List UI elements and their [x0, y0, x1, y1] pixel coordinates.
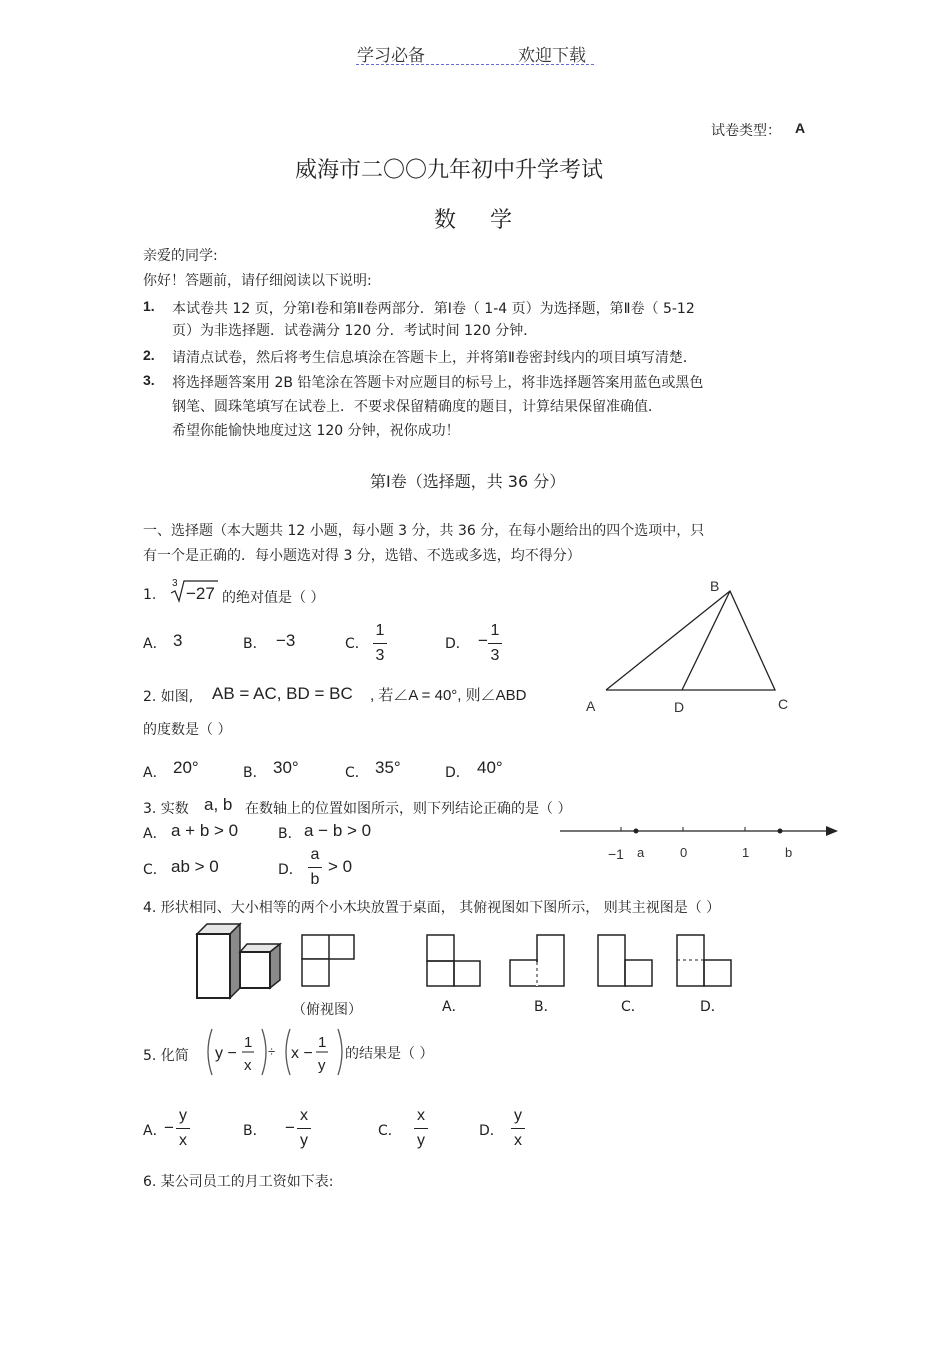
q1-option-a-label: A． — [143, 636, 167, 652]
q4-option-d-label: D． — [700, 999, 725, 1015]
subject-title: 数学 — [434, 208, 547, 233]
q2-option-a-label: A． — [143, 765, 167, 781]
svg-text:x: x — [244, 1057, 252, 1074]
q5-option-a-fraction — [176, 1106, 190, 1151]
q5-option-c-label: C． — [378, 1123, 402, 1139]
q2-option-a-value: 20° — [173, 758, 199, 777]
q5-option-b-sign: − — [285, 1118, 295, 1137]
q5-option-c-fraction — [414, 1106, 428, 1151]
q3-option-d-tail: > 0 — [328, 857, 353, 876]
segment-bd — [682, 591, 730, 690]
q2-option-c-value: 35° — [375, 758, 401, 777]
svg-text:1: 1 — [244, 1034, 253, 1051]
q5-option-b-fraction — [297, 1106, 311, 1151]
greeting: 亲爱的同学: — [143, 248, 218, 264]
q5-option-a-denominator: x — [179, 1132, 187, 1149]
label-d: D — [674, 699, 685, 715]
svg-text:y −: y − — [215, 1045, 237, 1062]
label-a-point: a — [637, 845, 645, 860]
q1-radical-index: 3 — [172, 578, 178, 589]
label-zero: 0 — [680, 845, 688, 860]
q5-expression — [202, 1025, 347, 1080]
q4-option-c-label: C． — [621, 999, 645, 1015]
triangle-figure — [580, 575, 795, 720]
q5-option-d-label: D． — [479, 1123, 504, 1139]
q5-number: 5. 化简 — [143, 1048, 189, 1064]
q5-option-c-denominator: y — [417, 1132, 425, 1149]
q1-option-c-numerator: 1 — [375, 622, 385, 639]
instruction-1-line-2: 页）为非选择题．试卷满分 120 分．考试时间 120 分钟． — [172, 323, 538, 339]
q3-option-d-denominator: b — [310, 871, 320, 888]
header-left: 学习必备 — [357, 46, 425, 66]
q1-option-c-denominator: 3 — [375, 647, 385, 664]
label-minus-one: −1 — [608, 846, 624, 862]
svg-text:1: 1 — [318, 1034, 327, 1051]
q3-option-b-label: B． — [278, 826, 302, 842]
q1-option-d-fraction — [488, 621, 502, 666]
q3-variables: a, b — [204, 795, 233, 814]
q5-option-b-denominator: y — [300, 1132, 308, 1149]
q3-option-c-label: C． — [143, 862, 167, 878]
q3-option-d-fraction — [308, 845, 322, 890]
q2-option-c-label: C． — [345, 765, 369, 781]
q5-option-b-label: B． — [243, 1123, 267, 1139]
svg-text:y: y — [318, 1057, 326, 1074]
header-right: 欢迎下载 — [518, 46, 586, 66]
q1-radicand: −27 — [186, 584, 215, 603]
q5-option-d-denominator: x — [514, 1132, 522, 1149]
label-b: B — [710, 578, 720, 594]
intro-line: 你好！答题前，请仔细阅读以下说明: — [143, 273, 372, 289]
paper-type-value: A — [795, 120, 806, 136]
q3-option-d-numerator: a — [310, 846, 320, 863]
q2-number: 2. 如图, — [143, 689, 194, 705]
label-one: 1 — [742, 845, 750, 860]
q1-option-c-fraction — [373, 621, 387, 666]
section-title: 第Ⅰ卷（选择题，共 36 分） — [370, 472, 566, 491]
instruction-3-number: 3. — [143, 372, 155, 388]
q1-option-d-label: D． — [445, 636, 470, 652]
q5-option-a-numerator: y — [179, 1107, 187, 1124]
q1-number: 1. — [143, 587, 157, 603]
q1-option-b-label: B． — [243, 636, 267, 652]
instruction-3-line-2: 钢笔、圆珠笔填写在试卷上．不要求保留精确度的题目，计算结果保留准确值． — [172, 399, 662, 415]
q3-option-a-value: a + b > 0 — [171, 821, 239, 840]
instruction-3-line-3: 希望你能愉快地度过这 120 分钟，祝你成功！ — [172, 423, 460, 439]
label-b-point: b — [785, 845, 793, 860]
svg-text:÷: ÷ — [268, 1044, 276, 1059]
q5-option-c-numerator: x — [417, 1107, 425, 1124]
q5-option-a-label: A． — [143, 1123, 167, 1139]
header-underline — [356, 64, 594, 65]
q5-option-d-fraction — [511, 1106, 525, 1151]
top-view-caption: （俯视图） — [292, 1002, 362, 1018]
point-a — [634, 829, 639, 834]
part-one-line-2: 有一个是正确的．每小题选对得 3 分，选错、不选或多选，均不得分） — [143, 548, 581, 564]
instruction-1-number: 1. — [143, 298, 155, 314]
q3-option-b-value: a − b > 0 — [304, 821, 372, 840]
q5-option-d-numerator: y — [514, 1107, 522, 1124]
instruction-3-line-1: 将选择题答案用 2B 铅笔涂在答题卡对应题目的标号上，将非选择题答案用蓝色或黑色 — [172, 375, 704, 391]
q2-option-d-value: 40° — [477, 758, 503, 777]
svg-text:x −: x − — [291, 1045, 313, 1062]
q4-option-a-label: A． — [442, 999, 466, 1015]
q5-text: 的结果是（ ） — [345, 1046, 434, 1062]
q1-option-d-sign: − — [478, 631, 488, 650]
instruction-2-line-1: 请清点试卷，然后将考生信息填涂在答题卡上，并将第Ⅱ卷密封线内的项目填写清楚． — [172, 350, 697, 366]
label-a: A — [586, 698, 596, 714]
point-b — [778, 829, 783, 834]
q1-option-d-numerator: 1 — [490, 622, 500, 639]
q3-number: 3. 实数 — [143, 801, 189, 817]
q2-option-b-label: B． — [243, 765, 267, 781]
q2-option-d-label: D． — [445, 765, 470, 781]
q1-option-b-value: −3 — [276, 631, 296, 650]
part-one-line-1: 一、选择题（本大题共 12 小题，每小题 3 分，共 36 分，在每小题给出的四个选项中，只 — [143, 523, 705, 539]
q3-option-a-label: A． — [143, 826, 167, 842]
q1-option-d-denominator: 3 — [490, 647, 500, 664]
q1-option-a-value: 3 — [173, 631, 183, 650]
q2-line-2: 的度数是（ ） — [143, 722, 232, 738]
number-line-arrow — [826, 826, 838, 836]
q1-text: 的绝对值是（ ） — [222, 590, 325, 606]
q3-text: 在数轴上的位置如图所示，则下列结论正确的是（ ） — [245, 801, 572, 817]
q5-option-a-sign: − — [164, 1118, 174, 1137]
label-c: C — [778, 696, 789, 712]
q4-views-figure — [190, 918, 745, 1000]
q1-option-c-label: C． — [345, 636, 369, 652]
q2-condition: , 若∠A = 40°, 则∠ABD — [370, 687, 527, 704]
q4-text: 4. 形状相同、大小相等的两个小木块放置于桌面， 其俯视图如下图所示， 则其主视图是（ ） — [143, 900, 721, 916]
q2-math: AB = AC, BD = BC — [212, 684, 353, 703]
instruction-1-line-1: 本试卷共 12 页，分第Ⅰ卷和第Ⅱ卷两部分．第Ⅰ卷（ 1-4 页）为选择题，第Ⅱ卷（ 5-12 — [172, 301, 695, 317]
number-line-figure — [558, 818, 843, 866]
exam-title: 威海市二〇〇九年初中升学考试 — [295, 158, 604, 183]
q4-option-b-label: B． — [534, 999, 558, 1015]
q3-option-c-value: ab > 0 — [171, 857, 219, 876]
q5-option-b-numerator: x — [300, 1107, 308, 1124]
q3-option-d-label: D． — [278, 862, 303, 878]
instruction-2-number: 2. — [143, 347, 155, 363]
paper-type-label: 试卷类型： — [711, 123, 781, 139]
triangle-outline — [606, 591, 775, 690]
q2-option-b-value: 30° — [273, 758, 299, 777]
q6-text: 6. 某公司员工的月工资如下表: — [143, 1174, 334, 1190]
